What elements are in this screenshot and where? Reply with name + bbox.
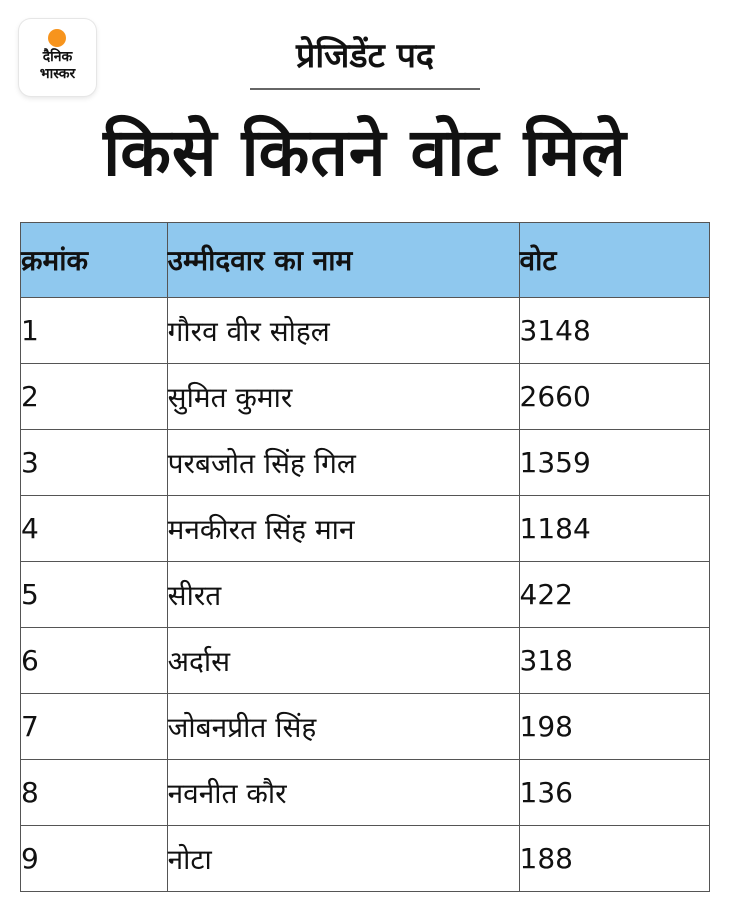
page-title: किसे कितने वोट मिले <box>103 114 627 191</box>
logo-text-line1: दैनिक <box>42 49 73 65</box>
table-row <box>21 364 710 430</box>
vote-count-cell: 198 <box>519 694 709 760</box>
candidate-name-cell: परबजोत सिंह गिल <box>167 430 519 496</box>
vote-count-cell: 318 <box>519 628 709 694</box>
serial-cell: 8 <box>21 760 168 826</box>
column-header-serial: क्रमांक <box>21 223 168 298</box>
candidate-name-cell: जोबनप्रीत सिंह <box>167 694 519 760</box>
serial-cell: 6 <box>21 628 168 694</box>
vote-count-cell: 3148 <box>519 298 709 364</box>
logo-text-line2: भास्कर <box>39 66 76 82</box>
serial-cell: 3 <box>21 430 168 496</box>
vote-count-cell: 1359 <box>519 430 709 496</box>
table-row <box>21 430 710 496</box>
serial-cell: 4 <box>21 496 168 562</box>
page-subtitle: प्रेजिडेंट पद <box>296 36 434 76</box>
table-header-row <box>21 223 710 298</box>
candidate-name-cell: अर्दास <box>167 628 519 694</box>
vote-count-cell: 2660 <box>519 364 709 430</box>
table-row <box>21 826 710 892</box>
vote-results-table <box>20 222 710 892</box>
table-row <box>21 562 710 628</box>
serial-cell: 1 <box>21 298 168 364</box>
candidate-name-cell: गौरव वीर सोहल <box>167 298 519 364</box>
serial-cell: 7 <box>21 694 168 760</box>
table-row <box>21 496 710 562</box>
serial-cell: 5 <box>21 562 168 628</box>
vote-count-cell: 422 <box>519 562 709 628</box>
serial-cell: 2 <box>21 364 168 430</box>
candidate-name-cell: सुमित कुमार <box>167 364 519 430</box>
column-header-votes: वोट <box>519 223 709 298</box>
vote-count-cell: 136 <box>519 760 709 826</box>
candidate-name-cell: नवनीत कौर <box>167 760 519 826</box>
candidate-name-cell: नोटा <box>167 826 519 892</box>
vote-count-cell: 1184 <box>519 496 709 562</box>
serial-cell: 9 <box>21 826 168 892</box>
column-header-candidate: उम्मीदवार का नाम <box>167 223 519 298</box>
vote-count-cell: 188 <box>519 826 709 892</box>
table-row <box>21 694 710 760</box>
sun-icon <box>48 29 66 47</box>
table-row <box>21 760 710 826</box>
candidate-name-cell: सीरत <box>167 562 519 628</box>
table-row <box>21 298 710 364</box>
candidate-name-cell: मनकीरत सिंह मान <box>167 496 519 562</box>
subtitle-divider <box>250 88 480 90</box>
table-row <box>21 628 710 694</box>
dainik-bhaskar-logo <box>19 19 96 96</box>
